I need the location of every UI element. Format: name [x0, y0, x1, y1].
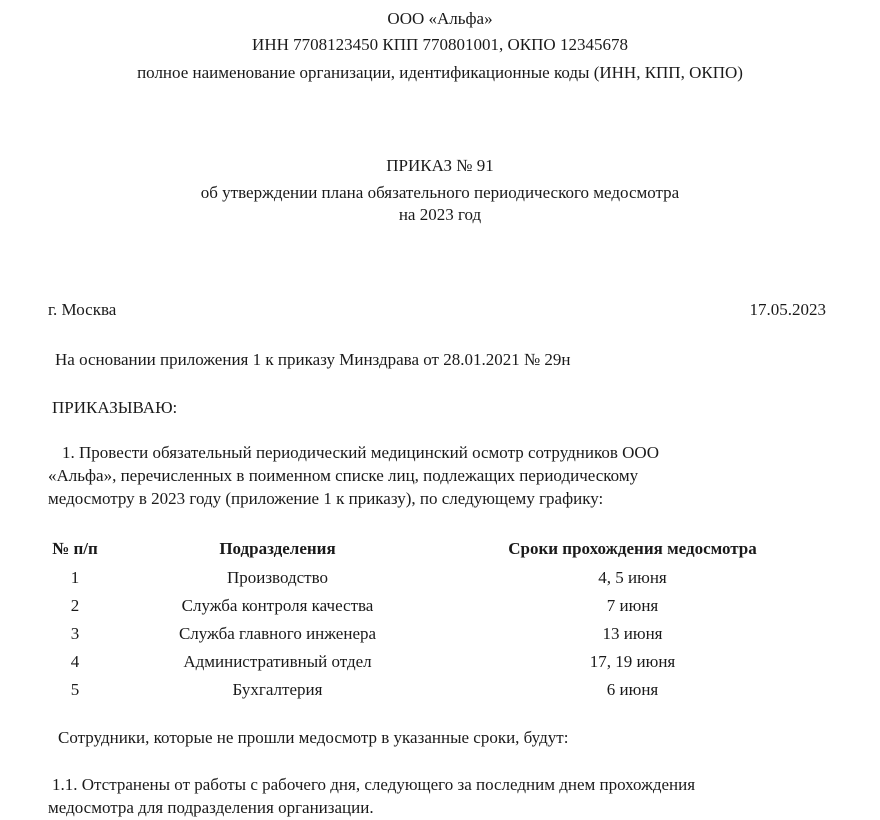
table-row [40, 648, 820, 676]
row-number: 3 [70, 624, 80, 643]
table-row [40, 564, 820, 592]
row-department: Служба контроля качества [181, 596, 374, 615]
row-number: 5 [70, 680, 80, 699]
org-name: ООО «Альфа» [387, 9, 493, 28]
order-subtitle-line2: на 2023 год [398, 205, 482, 224]
row-department: Бухгалтерия [232, 680, 323, 699]
consequence-text: Сотрудники, которые не прошли медосмотр в указанные сроки, будут: [58, 728, 569, 747]
row-dates: 13 июня [602, 624, 663, 643]
basis-text: На основании приложения 1 к приказу Минздрава от 28.01.2021 № 29н [55, 350, 571, 369]
order-title: ПРИКАЗ № 91 [386, 156, 494, 175]
row-department: Административный отдел [183, 652, 372, 671]
row-dates: 6 июня [606, 680, 659, 699]
row-department: Производство [226, 568, 329, 587]
item1-1-line1: 1.1. Отстранены от работы с рабочего дня, следующего за последним днем прохождения [52, 775, 696, 794]
table-row [40, 676, 820, 704]
row-number: 2 [70, 596, 80, 615]
header-number: № п/п [52, 539, 98, 558]
order-date: 17.05.2023 [749, 300, 826, 319]
header-department: Подразделения [219, 539, 336, 558]
table-row [40, 620, 820, 648]
schedule-table [40, 534, 820, 704]
row-number: 4 [70, 652, 80, 671]
table-header-row [40, 534, 820, 564]
order-subtitle-line1: об утверждении плана обязательного периодического медосмотра [200, 183, 680, 202]
item1-line1: 1. Провести обязательный периодический медицинский осмотр сотрудников ООО [62, 443, 659, 462]
org-caption: полное наименование организации, идентификационные коды (ИНН, КПП, ОКПО) [137, 63, 743, 82]
order-word: ПРИКАЗЫВАЮ: [52, 398, 178, 417]
row-dates: 4, 5 июня [598, 568, 667, 587]
row-department: Служба главного инженера [178, 624, 377, 643]
org-codes: ИНН 7708123450 КПП 770801001, ОКПО 12345678 [252, 35, 628, 54]
header-dates: Сроки прохождения медосмотра [508, 539, 757, 558]
item1-line3: медосмотру в 2023 году (приложение 1 к приказу), по следующему графику: [48, 489, 604, 508]
table-row [40, 592, 820, 620]
item1-line2: «Альфа», перечисленных в поименном списке лиц, подлежащих периодическому [48, 466, 639, 485]
place: г. Москва [48, 300, 117, 319]
row-number: 1 [70, 568, 80, 587]
row-dates: 7 июня [606, 596, 659, 615]
row-dates: 17, 19 июня [589, 652, 676, 671]
item1-1-line2: медосмотра для подразделения организации. [48, 798, 374, 817]
